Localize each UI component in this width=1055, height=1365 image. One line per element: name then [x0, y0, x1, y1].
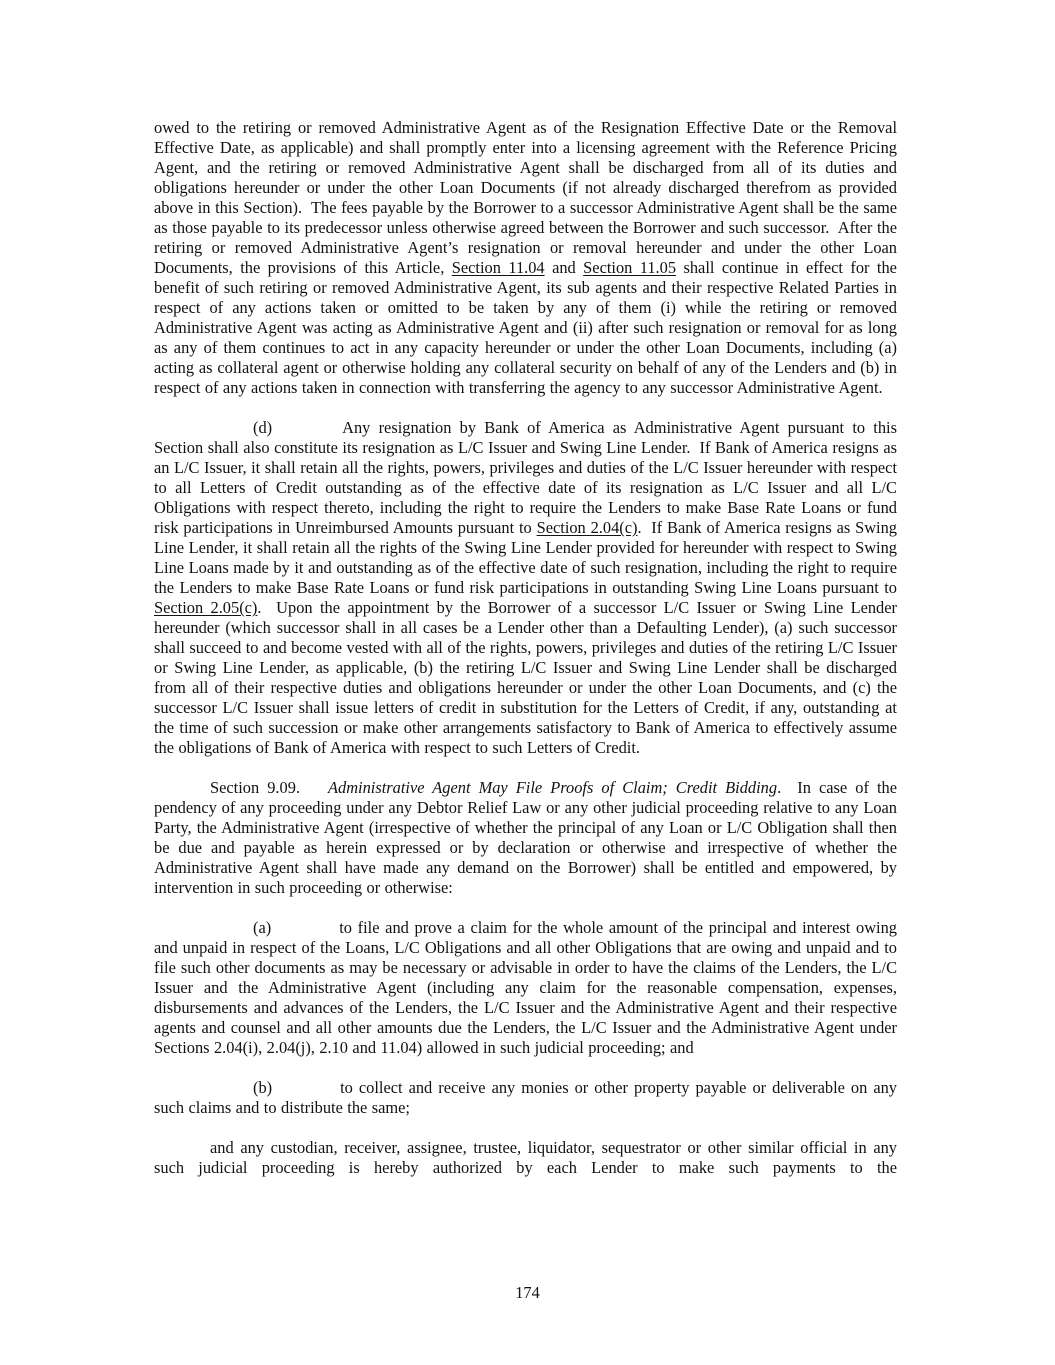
section-reference: Section 2.04(c)	[536, 518, 638, 537]
tab-space	[272, 1092, 340, 1093]
tab-space	[272, 432, 342, 433]
tab-space	[300, 792, 328, 793]
section-reference: Section 11.04	[451, 258, 545, 277]
text-run: (d)	[253, 418, 273, 437]
paragraph-b	[154, 1078, 897, 1118]
text-run: shall continue in effect for the benefit of such retiring or removed Administrative Agent, its sub agents and their respective Related Parties in respect of any actions taken or omitted to be taken by any of them (i) while the retiring or removed Administrative Agent was acting as Administrative Agent and (ii) after such resignation or removal for as long as any of them continues to act in any capacity hereunder or under the other Loan Documents, including (a) acting as collateral agent or otherwise holding any collateral security on behalf of any of the Lenders and (b) in respect of any actions taken in connection with transferring the agency to any successor Administrative Agent.	[154, 258, 897, 397]
text-run: . In case of the pendency of any proceeding under any Debtor Relief Law or any other judicial proceeding relative to any Loan Party, the Administrative Agent (irrespective of whether the principal of any Loan or L/C Obligation shall then be due and payable as herein expressed or by declaration or otherwise and irrespective of whether the Administrative Agent shall have made any demand on the Borrower) shall be entitled and empowered, by intervention in such proceeding or otherwise:	[154, 778, 898, 897]
text-run: . Upon the appointment by the Borrower of a successor L/C Issuer or Swing Line Lender hereunder (which successor shall in all cases be a Lender other than a Defaulting Lender), (a) such successor shall succeed to and become vested with all of the rights, powers, privileges and duties of the retiring L/C Issuer or Swing Line Lender, as applicable, (b) the retiring L/C Issuer and Swing Line Lender shall be discharged from all of their respective duties and obligations hereunder or under the other Loan Documents, and (c) the successor L/C Issuer shall issue letters of credit in substitution for the Letters of Credit, if any, outstanding at the time of such succession or make other arrangements satisfactory to Bank of America to effectively assume the obligations of Bank of America with respect to such Letters of Credit.	[154, 598, 897, 757]
tab-space	[271, 932, 339, 933]
text-run: to file and prove a claim for the whole amount of the principal and interest owing and unpaid in respect of the Loans, L/C Obligations and all other Obligations that are owing and unpaid and to file such other documents as may be necessary or advisable in order to have the claims of the Lenders, the L/C Issuer and the Administrative Agent (including any claim for the reasonable compensation, expenses, disbursements and advances of the Lenders, the L/C Issuer and the Administrative Agent and their respective agents and counsel and all other amounts due the Lenders, the L/C Issuer and the Administrative Agent under Sections 2.04(i), 2.04(j), 2.10 and 11.04) allowed in such judicial proceeding; and	[154, 918, 897, 1057]
text-run: . If Bank of America resigns as Swing Line Lender, it shall retain all the rights of the Swing Line Lender provided for hereunder with respect to Swing Line Loans made by it and outstanding as of the effective date of such resignation, including the right to require the Lenders to make Base Rate Loans or fund risk participations in outstanding Swing Line Loans pursuant to	[154, 518, 897, 597]
document-body	[154, 118, 897, 1178]
paragraph-continuation	[154, 118, 897, 398]
text-run: Any resignation by Bank of America as Administrative Agent pursuant to this Section shall also constitute its resignation as L/C Issuer and Swing Line Lender. If Bank of America resigns as an L/C Issuer, it shall retain all the rights, powers, privileges and duties of the L/C Issuer hereunder with respect to all Letters of Credit outstanding as of the effective date of its resignation as L/C Issuer and all L/C Obligations with respect thereto, including the right to require the Lenders to make Base Rate Loans or fund risk participations in Unreimbursed Amounts pursuant to	[154, 418, 897, 537]
text-run: (a)	[253, 918, 272, 937]
text-run: (b)	[253, 1078, 273, 1097]
text-run: owed to the retiring or removed Administrative Agent as of the Resignation Effective Date or the Removal Effective Date, as applicable) and shall promptly enter into a licensing agreement with the Reference Pricing Agent, and the retiring or removed Administrative Agent shall be discharged from all of its duties and obligations hereunder or under the other Loan Documents (if not already discharged therefrom as provided above in this Section). The fees payable by the Borrower to a successor Administrative Agent shall be the same as those payable to its predecessor unless otherwise agreed between the Borrower and such successor. After the retiring or removed Administrative Agent’s resignation or removal hereunder and under the other Loan Documents, the provisions of this Article,	[154, 118, 897, 277]
text-run: to collect and receive any monies or other property payable or deliverable on any such claims and to distribute the same;	[154, 1078, 897, 1117]
page-number: 174	[515, 1283, 540, 1302]
paragraph-a	[154, 918, 897, 1058]
paragraph-d	[154, 418, 897, 758]
section-heading-italic: Administrative Agent May File Proofs of Claim; Credit Bidding	[328, 778, 778, 797]
text-run: and	[544, 258, 584, 277]
paragraph-section-9-09	[154, 778, 897, 898]
section-reference: Section 11.05	[583, 258, 677, 277]
paragraph-custodian	[154, 1138, 897, 1178]
text-run: Section 9.09.	[210, 778, 301, 797]
text-run: and any custodian, receiver, assignee, trustee, liquidator, sequestrator or other similar official in any such judicial proceeding is hereby authorized by each Lender to make such payments to the	[154, 1138, 897, 1177]
section-reference: Section 2.05(c)	[154, 598, 258, 617]
